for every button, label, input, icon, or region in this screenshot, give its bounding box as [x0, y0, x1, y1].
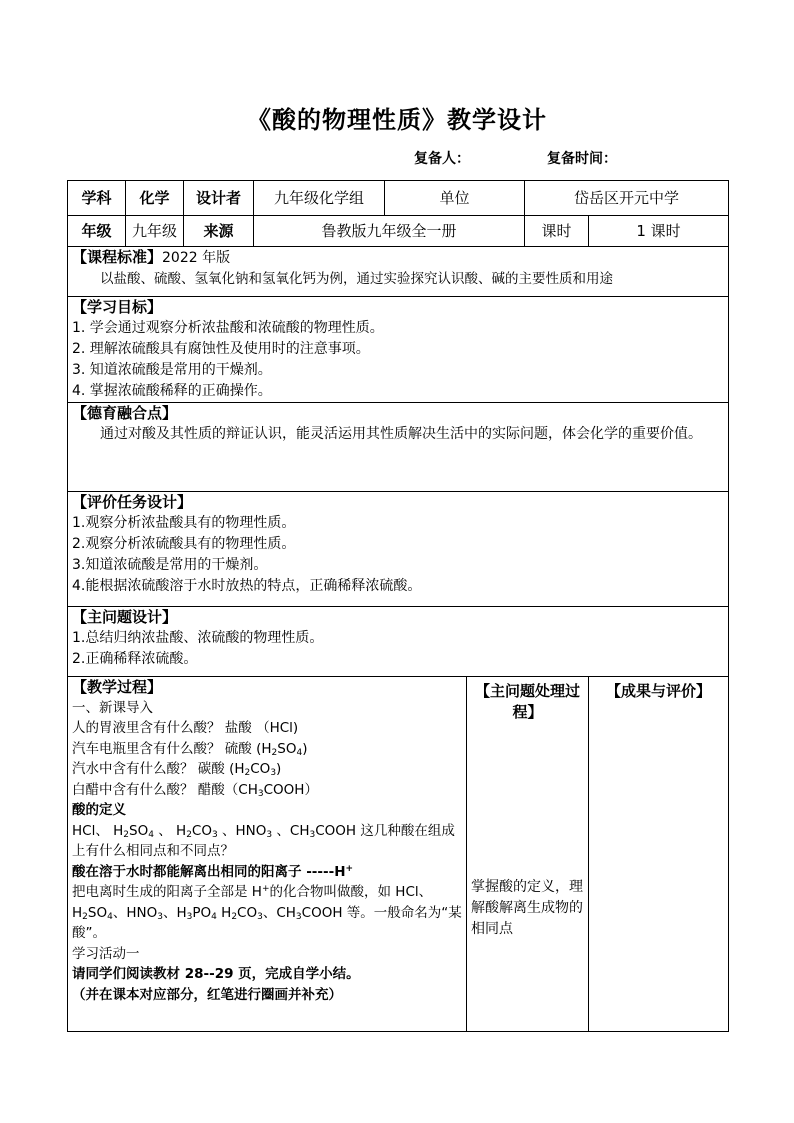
curriculum-row: [68, 247, 729, 297]
evaluation-item: 3.知道浓硫酸是常用的干燥剂。: [72, 557, 268, 573]
activity-task-2: （并在课本对应部分，红笔进行圈画并补充）: [72, 986, 342, 1003]
process-header: 【教学过程】: [72, 678, 163, 696]
process-handling-header: 【主问题处理过程】: [475, 682, 581, 721]
acid-list-line: HCl、 $H_2SO_4$ 、 $H_2CO_3$ 、$HNO_3$ 、$CH_3COOH$ 这几种酸在组成上有什么相同点和不同点？: [72, 822, 455, 859]
main-question-item: 1.总结归纳浓盐酸、浓硫酸的物理性质。: [72, 630, 324, 646]
objectives-row: [68, 297, 729, 403]
curriculum-version: 2022 年版: [162, 250, 231, 266]
page-title: 《酸的物理性质》教学设计: [247, 105, 547, 134]
grade-value: 九年级: [126, 216, 184, 247]
evaluation-header: 【评价任务设计】: [72, 493, 193, 511]
curriculum-header: 【课程标准】: [72, 248, 163, 266]
objective-item: 4. 掌握浓硫酸稀释的正确操作。: [72, 383, 272, 399]
objective-item: 3. 知道浓硫酸是常用的干燥剂。: [72, 362, 272, 378]
source-value: 鲁教版九年级全一册: [254, 216, 525, 247]
process-main-column: [68, 677, 467, 1032]
info-row-2: [68, 216, 729, 247]
common-cation-line: 酸在溶于水时都能解离出相同的阳离子 -----H+: [72, 863, 354, 880]
objective-item: 2. 理解浓硫酸具有腐蚀性及使用时的注意事项。: [72, 341, 370, 357]
acid-definition-text: 把电离时生成的阳离子全部是 H+的化合物叫做酸，如 HCl、$H_2SO_4$、$HNO_3$、$H_3PO_4$ $H_2CO_3$、$CH_3COOH$ 等。一般命名为“某酸”。: [72, 884, 462, 941]
evaluation-row: [68, 492, 729, 607]
process-row: [68, 677, 729, 1032]
designer-label: 设计者: [184, 181, 254, 216]
unit-label: 单位: [385, 181, 525, 216]
prepared-time-label: 复备时间：: [547, 151, 617, 167]
period-value: 1 课时: [589, 216, 729, 247]
prepared-by-label: 复备人：: [414, 151, 470, 167]
objectives-header: 【学习目标】: [72, 298, 163, 316]
results-column: [589, 677, 729, 1032]
moral-text: 通过对酸及其性质的辩证认识，能灵活运用其性质解决生活中的实际问题，体会化学的重要价值。: [100, 426, 702, 442]
process-handling-column: [467, 677, 589, 1032]
process-intro: 一、新课导入: [72, 699, 153, 716]
grade-label: 年级: [68, 216, 126, 247]
main-question-row: [68, 607, 729, 677]
moral-header: 【德育融合点】: [72, 404, 178, 422]
unit-value: 岱岳区开元中学: [525, 181, 729, 216]
subject-value: 化学: [126, 181, 184, 216]
source-label: 来源: [184, 216, 254, 247]
info-row-1: [68, 181, 729, 216]
question-vinegar: 白醋中含有什么酸？ 醋酸$(CH_3COOH)$: [72, 781, 318, 799]
objective-item: 1. 学会通过观察分析浓盐酸和浓硫酸的物理性质。: [72, 320, 384, 336]
evaluation-item: 4.能根据浓硫酸溶于水时放热的特点，正确稀释浓硫酸。: [72, 578, 422, 594]
main-question-item: 2.正确稀释浓硫酸。: [72, 651, 198, 667]
results-header: 【成果与评价】: [606, 682, 712, 700]
activity-title: 学习活动一: [72, 945, 140, 962]
acid-definition-title: 酸的定义: [72, 802, 126, 818]
activity-task-1: 请同学们阅读教材 28--29 页，完成自学小结。: [72, 966, 360, 982]
lesson-plan-table: [67, 180, 729, 1032]
main-question-header: 【主问题设计】: [72, 608, 178, 626]
designer-value: 九年级化学组: [254, 181, 385, 216]
process-handling-text: 掌握酸的定义，理解酸解离生成物的相同点: [471, 879, 584, 937]
question-soda: 汽水中含有什么酸？ 碳酸 $(H_2CO_3)$: [72, 761, 282, 778]
evaluation-item: 1.观察分析浓盐酸具有的物理性质。: [72, 515, 296, 531]
subject-label: 学科: [68, 181, 126, 216]
evaluation-item: 2.观察分析浓硫酸具有的物理性质。: [72, 536, 296, 552]
question-battery: 汽车电瓶里含有什么酸？ 硫酸 $(H_2SO_4)$: [72, 740, 308, 758]
period-label: 课时: [525, 216, 589, 247]
question-stomach: 人的胃液里含有什么酸？ 盐酸 （HCl): [72, 720, 299, 736]
moral-row: [68, 403, 729, 492]
curriculum-text: 以盐酸、硫酸、氢氧化钠和氢氧化钙为例，通过实验探究认识酸、碱的主要性质和用途: [100, 271, 613, 287]
